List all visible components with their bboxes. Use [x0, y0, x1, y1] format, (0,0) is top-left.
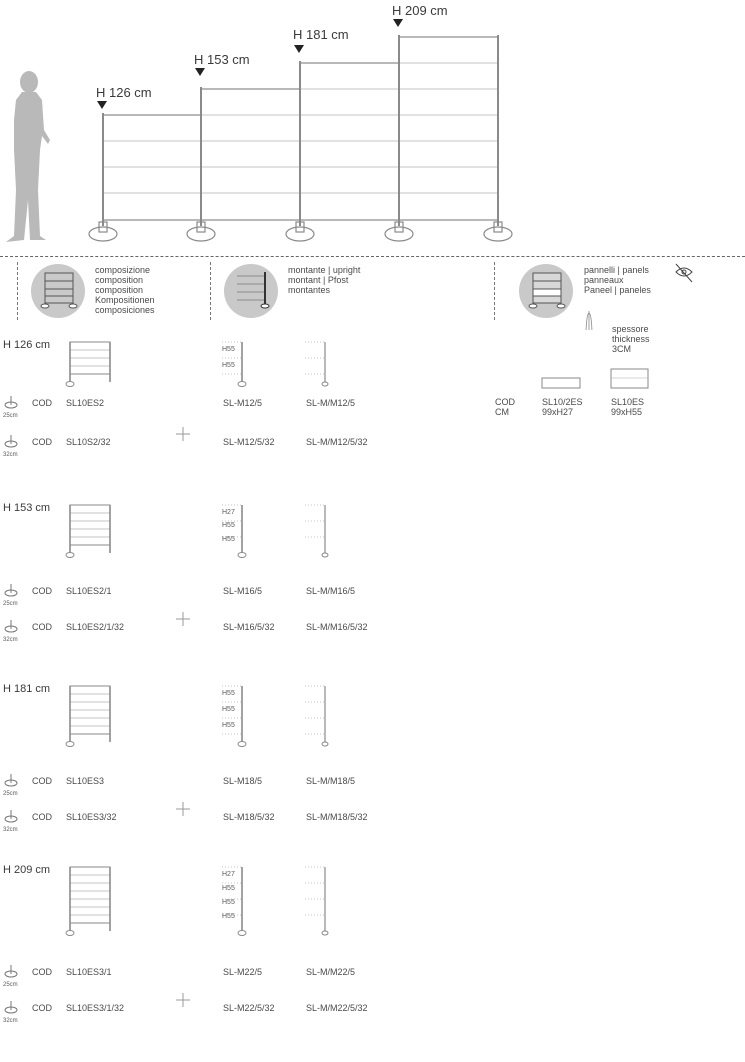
middle-upright-code: SL-M/M12/5	[306, 398, 356, 408]
upright-height-label: H27	[222, 871, 235, 878]
plus-icon	[176, 427, 190, 441]
composition-frame	[70, 867, 110, 923]
base-foot	[66, 382, 74, 387]
middle-upright-code: SL-M/M18/5/32	[306, 812, 368, 822]
height-label-181: H 181 cm	[293, 27, 349, 42]
cod-label: COD	[32, 967, 52, 977]
middle-upright-drawing	[305, 686, 328, 746]
upright-height-label: H55	[222, 885, 235, 892]
base-size-icons	[5, 774, 17, 822]
divider-vertical	[210, 262, 211, 320]
divider-horizontal	[0, 256, 745, 257]
panel-h153	[201, 89, 300, 220]
base-size-icons	[5, 965, 17, 1013]
base-size-label: 25cm	[3, 982, 18, 988]
base-size-icons	[5, 584, 17, 632]
section-height-title: H 126 cm	[3, 339, 51, 351]
upright-code: SL-M22/5	[223, 967, 263, 977]
human-silhouette	[6, 71, 50, 242]
base-foot	[322, 931, 328, 935]
cod-label: COD	[32, 812, 52, 822]
cod-label: COD	[32, 622, 52, 632]
panel-cod-labels: COD CM	[495, 397, 515, 417]
panel-h181	[300, 63, 399, 220]
composition-text: composizione composition composition Kompositionen composiciones	[95, 265, 155, 315]
plus-icon	[176, 802, 190, 816]
composition-code: SL10ES3	[66, 776, 105, 786]
panel-b-codes: SL10ES 99xH55	[611, 397, 645, 417]
section-height-title: H 153 cm	[3, 502, 51, 514]
composition-code: SL10S2/32	[66, 437, 111, 447]
composition-drawing	[66, 505, 110, 558]
thickness-icon	[586, 311, 592, 330]
base-foot	[238, 382, 246, 387]
upright-code: SL-M18/5/32	[223, 812, 275, 822]
upright-height-label: H55	[222, 690, 235, 697]
arrow-marker	[393, 19, 403, 27]
base-size-label: 32cm	[3, 452, 18, 458]
cod-label: COD	[32, 586, 52, 596]
cod-label: COD	[32, 437, 52, 447]
upright-code: SL-M16/5	[223, 586, 263, 596]
composition-drawing	[66, 867, 110, 936]
composition-code: SL10ES3/1/32	[66, 1003, 125, 1013]
middle-upright-code: SL-M/M16/5/32	[306, 622, 368, 632]
eye-crossed-icon	[676, 264, 692, 282]
upright-code: SL-M12/5/32	[223, 437, 275, 447]
middle-upright-drawing	[305, 342, 328, 386]
base-foot	[238, 742, 246, 747]
section-height-title: H 181 cm	[3, 683, 51, 695]
plus-icon	[176, 993, 190, 1007]
cod-label: COD	[32, 398, 52, 408]
upright-icon	[224, 264, 278, 318]
base-size-label: 25cm	[3, 413, 18, 419]
cod-label: COD	[32, 776, 52, 786]
base-size-label: 32cm	[3, 637, 18, 643]
composition-code: SL10ES3/32	[66, 812, 117, 822]
panels-text: pannelli | panels panneaux Paneel | paneles	[584, 265, 651, 295]
upright-height-label: H27	[222, 509, 235, 516]
cod-label: COD	[32, 1003, 52, 1013]
panel-h126	[103, 115, 201, 220]
middle-upright-drawing	[305, 505, 328, 557]
base-foot	[66, 931, 74, 936]
divider-vertical	[17, 262, 18, 320]
base-foot	[238, 553, 246, 558]
base-size-label: 32cm	[3, 827, 18, 833]
composition-code: SL10ES2	[66, 398, 105, 408]
upright-height-label: H55	[222, 362, 235, 369]
arrow-marker	[195, 68, 205, 76]
upright-code: SL-M18/5	[223, 776, 263, 786]
middle-upright-code: SL-M/M18/5	[306, 776, 356, 786]
composition-icon	[31, 264, 85, 318]
base-foot	[322, 553, 328, 557]
elevation-drawing	[0, 0, 745, 260]
base-foot	[66, 553, 74, 558]
base-size-label: 25cm	[3, 791, 18, 797]
base-foot	[322, 382, 328, 386]
height-label-209: H 209 cm	[392, 3, 448, 18]
height-label-153: H 153 cm	[194, 52, 250, 67]
upright-height-label: H55	[222, 899, 235, 906]
base-size-icons	[5, 396, 17, 447]
panels-icon	[519, 264, 573, 318]
divider-vertical	[494, 262, 495, 320]
middle-upright-drawing	[305, 867, 328, 935]
height-label-126: H 126 cm	[96, 85, 152, 100]
base-foot	[66, 742, 74, 747]
middle-upright-code: SL-M/M16/5	[306, 586, 356, 596]
upright-code: SL-M12/5	[223, 398, 263, 408]
base-foot	[322, 742, 328, 746]
section-drawings	[0, 862, 745, 1062]
composition-frame	[70, 505, 110, 545]
upright-height-label: H55	[222, 535, 235, 543]
composition-code: SL10ES2/1	[66, 586, 112, 596]
panel-h209	[399, 37, 498, 220]
upright-text: montante | upright montant | Pfost montantes	[288, 265, 361, 295]
composition-code: SL10ES2/1/32	[66, 622, 125, 632]
upright-code: SL-M22/5/32	[223, 1003, 275, 1013]
section-height-title: H 209 cm	[3, 864, 51, 876]
upright-code: SL-M16/5/32	[223, 622, 275, 632]
upright-height-label: H55	[222, 722, 235, 729]
base-foot	[238, 931, 246, 936]
section-drawings	[0, 681, 745, 881]
section-drawings	[0, 500, 745, 700]
upright-height-label: H55	[222, 706, 235, 713]
thickness-text: spessore thickness 3CM	[612, 324, 650, 354]
upright-height-label: H55	[222, 346, 235, 353]
panel-a-codes: SL10/2ES 99xH27	[542, 397, 583, 417]
middle-upright-code: SL-M/M12/5/32	[306, 437, 368, 447]
middle-upright-code: SL-M/M22/5	[306, 967, 356, 977]
upright-height-label: H55	[222, 913, 235, 920]
composition-code: SL10ES3/1	[66, 967, 112, 977]
composition-drawing	[66, 686, 110, 747]
plus-icon	[176, 612, 190, 626]
composition-drawing	[66, 342, 110, 387]
arrow-marker	[97, 101, 107, 109]
upright-height-label: H55	[222, 522, 235, 530]
middle-upright-code: SL-M/M22/5/32	[306, 1003, 368, 1013]
base-size-label: 32cm	[3, 1018, 18, 1024]
base-size-label: 25cm	[3, 601, 18, 607]
arrow-marker	[294, 45, 304, 53]
